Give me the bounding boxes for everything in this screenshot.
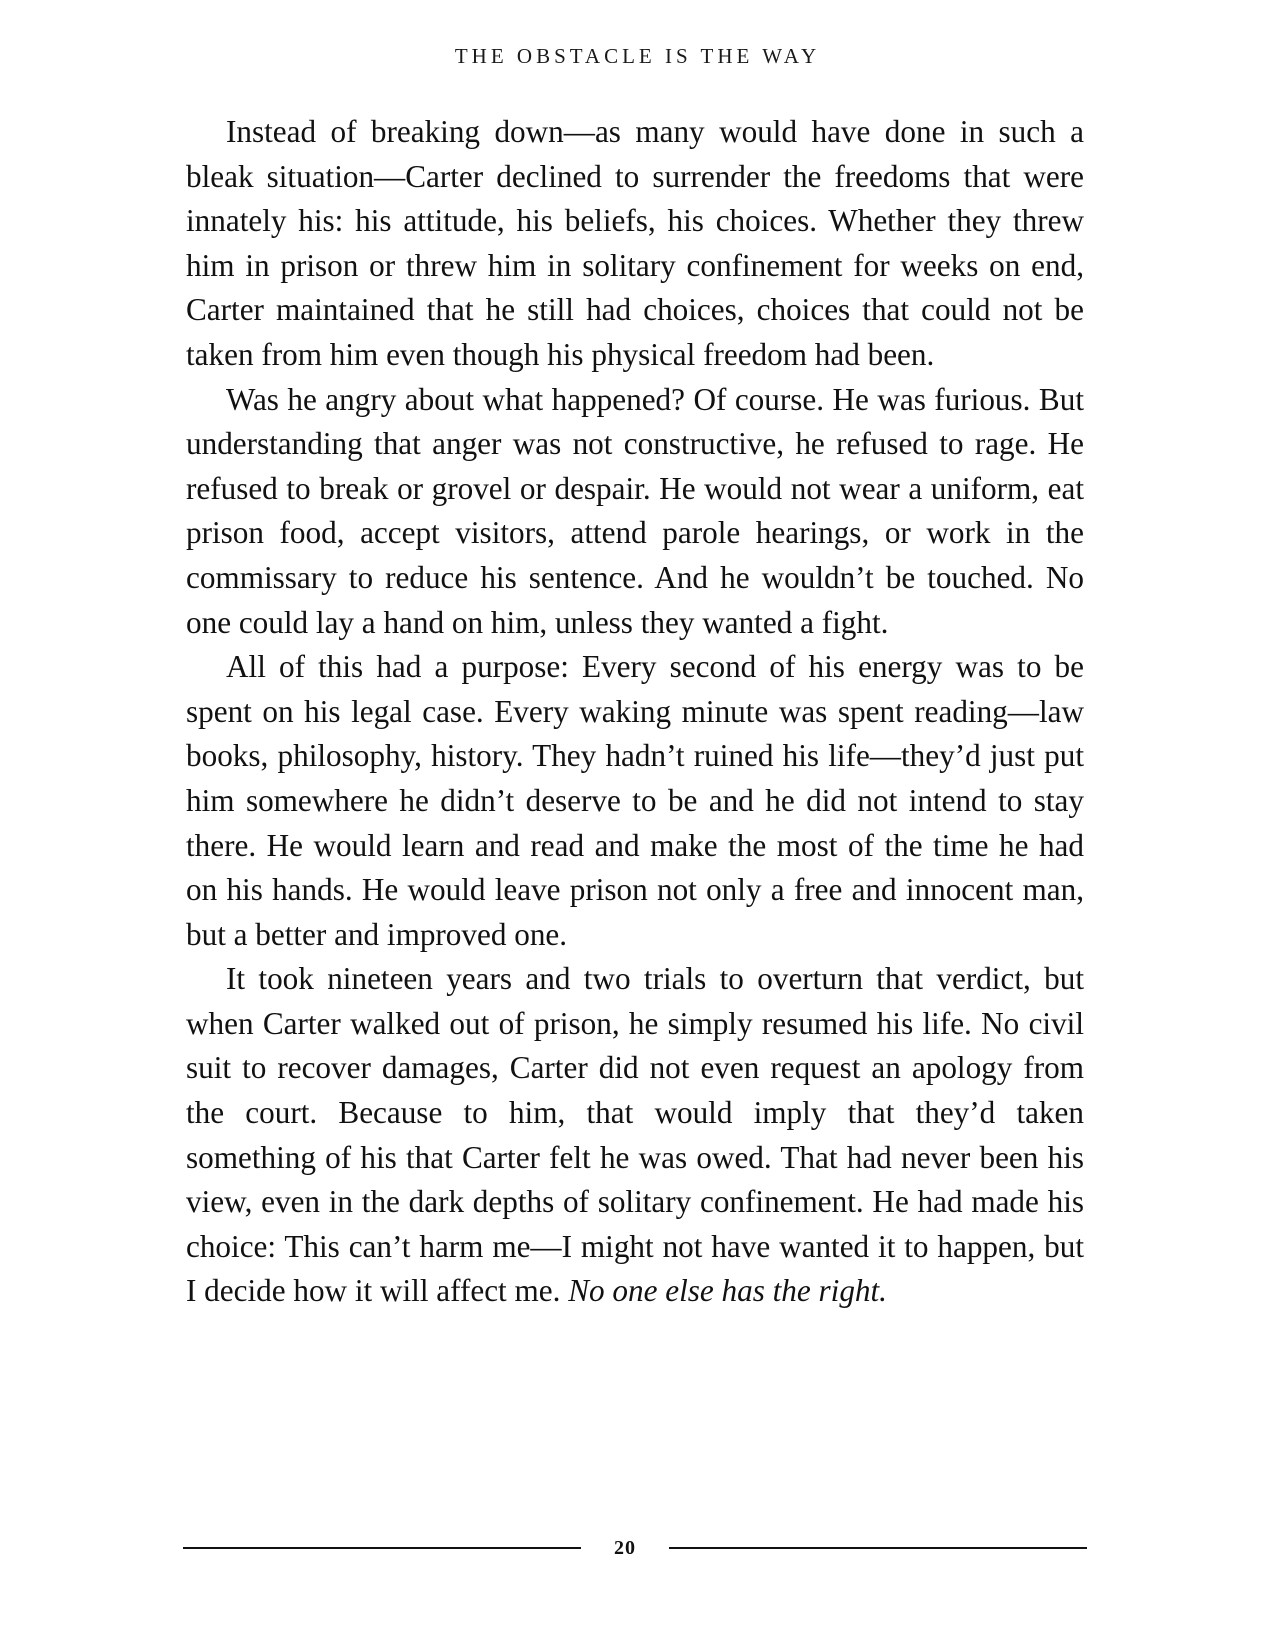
footer-rule-right bbox=[669, 1547, 1087, 1549]
paragraph-4 bbox=[186, 957, 1084, 1314]
running-head: THE OBSTACLE IS THE WAY bbox=[454, 44, 821, 68]
italic-closing-phrase: No one else has the right. bbox=[568, 1273, 887, 1309]
paragraph-3: All of this had a purpose: Every second of his energy was to be spent on his legal case. Every waking minute was spent reading—law books, philosophy, history. They hadn’t ruined his life—they’d just put him somewhere he didn’t deserve to be and he did not intend to stay there. He would learn and read and make the most of the time he had on his hands. He would leave prison not only a free and innocent man, but a better and improved one. bbox=[186, 649, 1084, 952]
paragraph-2: Was he angry about what happened? Of course. He was furious. But understanding that anger was not constructive, he refused to rage. He refused to break or grovel or despair. He would not wear a uniform, eat prison food, accept visitors, attend parole hearings, or work in the commissary to reduce his sentence. And he wouldn’t be touched. No one could lay a hand on him, unless they wanted a fight. bbox=[186, 381, 1084, 640]
page-footer bbox=[183, 1536, 1087, 1560]
paragraph-1: Instead of breaking down—as many would have done in such a bleak situation—Carter declined to surrender the freedoms that were innately his: his attitude, his beliefs, his choices. Whether they threw him in prison or threw him in solitary confinement for weeks on end, Carter maintained that he still had choices, choices that could not be taken from him even though his physical freedom had been. bbox=[186, 114, 1084, 372]
page-number: 20 bbox=[614, 1537, 636, 1559]
footer-rule-left bbox=[183, 1547, 581, 1549]
body-text bbox=[186, 110, 1084, 1314]
paragraph-4-text: It took nineteen years and two trials to overturn that verdict, but when Carter walked out of prison, he simply resumed his life. No civil suit to recover damages, Carter did not even request an apology from the court. Because to him, that would imply that they’d taken something of his that Carter felt he was owed. That had never been his view, even in the dark depths of solitary confinement. He had made his choice: This can’t harm me—I might not have wanted it to happen, but I decide how it will affect me. bbox=[186, 961, 1084, 1309]
